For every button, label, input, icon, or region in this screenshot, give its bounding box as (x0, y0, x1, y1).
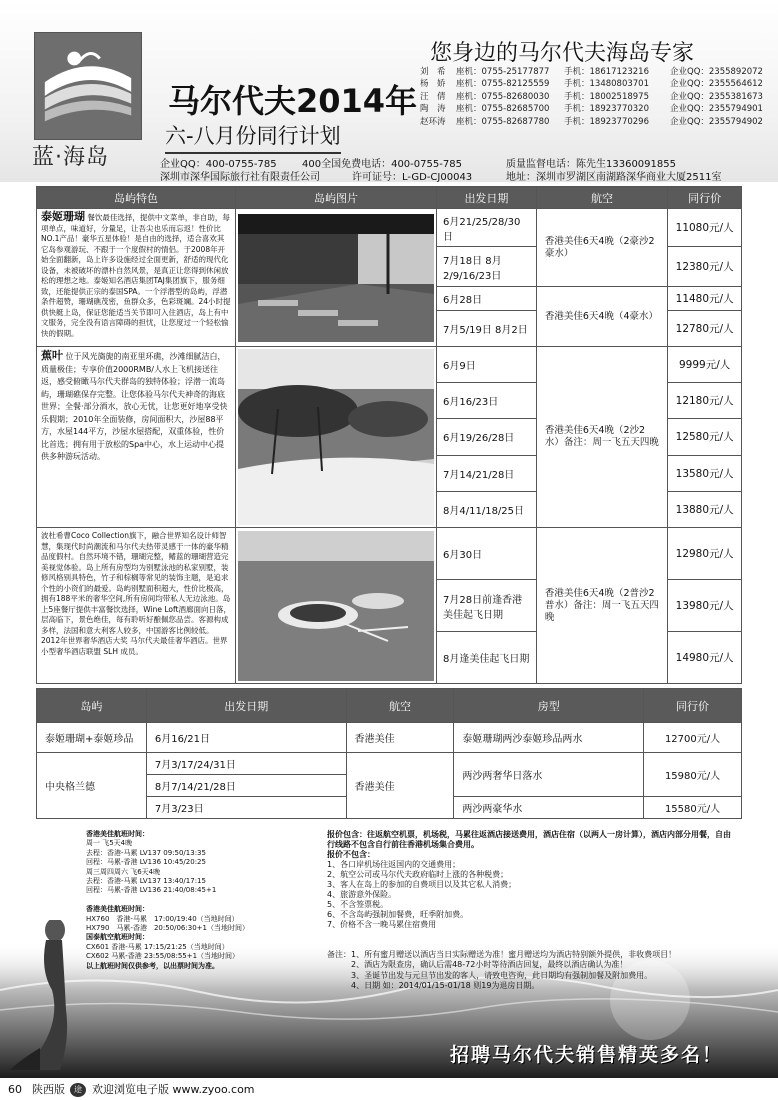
page-number: 60 (8, 1083, 22, 1096)
company-qq: 企业QQ：400-0755-785 (160, 159, 277, 170)
airline-route: 香港美佳6天4晚（4豪水） (536, 287, 667, 347)
price-cell: 15980元/人 (644, 753, 742, 797)
remark-item: 备注：1、所有蜜月赠送以酒店当日实际赠送为准！蜜月赠送均为酒店特别额外提供，非收费项目！ (327, 950, 677, 959)
col-header: 岛屿特色 (37, 187, 236, 209)
quality-supervisor: 质量监督电话：陈先生13360091855 (506, 159, 676, 170)
departure-date: 7月18日 8月2/9/16/23日 (437, 247, 537, 287)
airline-cell: 香港美佳 (346, 753, 454, 819)
island-desc-text: 餐饮最佳选择，提供中文菜单，非自助，每项单点，味道好，分量足，让吾尖也乐而忘返！性价比NO.1产品！豪华五星体验！是自由的选择，适合喜欢其它岛参观游玩、不跟于一个度假村的情侣。于2008年开始全面翻新，岛上许多设施经过全面更新，舒适的现代化设备，未被破坏的漂朴自然风景，是真正让您得到休闲放松的理想之地。泰姬知名酒店集团TAJ集团旗下，服务细致，还能提供正宗的泰国SPA。一个浮潜型的岛屿，浮潜条件超赞，珊瑚礁茂密，鱼群众多，色彩斑斓。24小时提供快艇上岛，保证您能适当关节即可入住酒店，岛上有中文服务，完全没有语言障碍的担忧，让您度过一个轻松愉快的假期。 (41, 213, 231, 338)
resort-restaurant-photo (238, 214, 434, 342)
price: 13880元/人 (668, 491, 742, 527)
price: 12380元/人 (668, 247, 742, 287)
col-header: 航空 (536, 187, 667, 209)
flight-line: 回程：马累-香港 LV136 10:45/20:25 (86, 858, 206, 867)
contact-mobile: 手机：13480803701 (564, 79, 649, 90)
flight-line: 周一 飞5天4晚 (86, 839, 133, 848)
company-hotline: 400全国免费电话：400-0755-785 (302, 159, 462, 170)
col-header: 同行价 (668, 187, 742, 209)
date-cell: 7月3/17/24/31日 (146, 753, 346, 775)
col-header: 同行价 (644, 689, 742, 723)
contact-name: 刘 希 (420, 67, 446, 77)
island-name: 泰姬珊瑚 (41, 210, 85, 223)
airline-route: 香港美佳6天4晚（2沙2水）备注：周一飞五天四晚 (536, 347, 667, 528)
remark-item: 3、圣诞节出发与元旦节出发的客人，请致电咨询，此日期均有强制加餐及附加费用。 (351, 970, 653, 980)
contact-row (420, 91, 763, 103)
exclude-item: 7、价格不含一晚马累住宿费用 (327, 920, 437, 929)
col-header: 出发日期 (437, 187, 537, 209)
flight-line: CX601 香港-马累 17:15/21:25（当地时间） (86, 942, 229, 951)
price: 14980元/人 (668, 632, 742, 684)
price: 12980元/人 (668, 528, 742, 580)
flight-line: 以上航班时间仅供参考，以出票时间为准。 (86, 961, 219, 970)
flight-line: 去程：香港-马累 LV137 13:40/17:15 (86, 877, 206, 886)
flight-line: 周三周四周六 飞6天4晚 (86, 867, 161, 876)
contact-name: 杨 娇 (420, 79, 446, 90)
price: 11080元/人 (668, 209, 742, 247)
brand-name: 蓝·海岛 (32, 145, 109, 170)
departure-date: 6月21/25/28/30日 (437, 209, 537, 247)
price-notes (327, 830, 737, 930)
edition: 陕西版 (32, 1083, 65, 1096)
flight-line (86, 896, 316, 905)
departure-date: 6月28日 (437, 287, 537, 311)
island-name: 蕉叶 (41, 349, 63, 362)
flight-line: HX760 香港-马累 17:00/19:40（当地时间） (86, 914, 239, 923)
contact-qq: 企业QQ：2355892072 (670, 67, 763, 77)
price: 13980元/人 (668, 580, 742, 632)
date-cell: 6月16/21日 (146, 723, 346, 753)
price-excludes-list (327, 860, 737, 930)
exclude-item: 1、各口岸机场往返国内的交通费用； (327, 860, 461, 869)
flight-line: HX790 马累-香港 20:50/06:30+1（当地时间） (86, 924, 249, 933)
contact-row (420, 66, 763, 78)
page-title: 马尔代夫2014年 (168, 82, 418, 120)
contact-mobile: 手机：18002518975 (564, 91, 649, 102)
beach-image-icon (238, 349, 434, 525)
island-description (37, 528, 236, 684)
footer-logo-icon: 途 (70, 1083, 86, 1097)
footer-welcome-link[interactable]: 欢迎浏览电子版 www.zyoo.com (92, 1083, 255, 1096)
page-subtitle: 六-八月份同行计划 (165, 120, 341, 154)
contact-tel: 座机：0755-82687780 (456, 116, 550, 127)
contact-mobile: 手机：18923770296 (564, 116, 649, 127)
company-name: 深圳市深华国际旅行社有限责任公司 (160, 172, 320, 183)
aerial-island-photo (238, 531, 434, 681)
contact-row (420, 78, 763, 90)
contact-qq: 企业QQ：2355564612 (670, 79, 763, 90)
flight-line: 香港美佳航班时间： (86, 905, 149, 914)
exclude-item: 3、客人在岛上的参加的自费项目以及其它私人消费； (327, 880, 517, 889)
table-row (37, 347, 742, 383)
beach-palm-photo (238, 349, 434, 525)
contact-name: 汪 倩 (420, 91, 446, 102)
logo (34, 32, 142, 140)
wave-logo-icon (35, 33, 141, 139)
table-row (37, 723, 742, 753)
island-desc-text: 波杜希曹Coco Collection旗下，融合世界知名设计师智慧，集现代时尚潮流和马尔代夫热带灵感于一体的豪华精品度假村。自然环境不错，珊瑚完整，鳍蓝的珊瑚营造完美视觉体验。岛上所有房型均为别墅泳池的私家别墅，装修风格别具特色，竹子和棕榈等常见的装饰主题，是追求个性的小资们的最爱。岛屿别墅面积超大，性价比极高，拥有188平米的奢华空间,所有房间均带私人无边泳池。岛上5座餐厅提供丰富餐饮选择，Wine Loft酒廊面向日落，层高临下，景色绝佳，每有聆听好酿佩您品尝。客源构成多样，法国和意大利客人较多，中国游客比例较低。2012年世界奢华酒店大奖 马尔代夫最佳奢华酒店。世界小型奢华酒店联盟 SLH 成员。 (41, 531, 231, 656)
room-cell: 两沙两豪华水 (454, 797, 644, 819)
price-includes: 报价包含：往返航空机票，机场税，马累往返酒店接送费用，酒店住宿（以两人一房计算），酒店内部分用餐，自由行线路不包含自行前往香港机场集合费用。 (327, 830, 731, 849)
contact-mobile: 手机：18923770320 (564, 104, 649, 115)
col-header: 房型 (454, 689, 644, 723)
contact-qq: 企业QQ：2355794902 (670, 116, 763, 127)
departure-date: 7月14/21/28日 (437, 455, 537, 491)
col-header: 岛屿图片 (236, 187, 437, 209)
island-description (37, 347, 236, 528)
price: 13580元/人 (668, 455, 742, 491)
airline-route: 香港美佳6天4晚（2豪沙2豪水） (536, 209, 667, 287)
flight-schedule (86, 830, 316, 971)
contact-tel: 座机：0755-82680030 (456, 91, 550, 102)
flight-line: 去程：香港-马累 LV137 09:50/13:35 (86, 848, 206, 857)
price: 12580元/人 (668, 419, 742, 455)
contact-list (420, 66, 763, 128)
island-photo (236, 209, 437, 347)
contact-tel: 座机：0755-82125559 (456, 79, 550, 90)
header (0, 0, 778, 182)
island-price-table (36, 186, 742, 684)
room-cell: 两沙两奢华日落水 (454, 753, 644, 797)
contact-name: 陶 涛 (420, 104, 446, 115)
date-cell: 7月3/23日 (146, 797, 346, 819)
slogan: 您身边的马尔代夫海岛专家 (430, 41, 695, 66)
airline-cell: 香港美佳 (346, 723, 454, 753)
table-row (37, 528, 742, 580)
recruitment-banner: 招聘马尔代夫销售精英多名！ (450, 1044, 724, 1066)
departure-date: 8月4/11/18/25日 (437, 491, 537, 527)
price: 12780元/人 (668, 311, 742, 347)
table-row (37, 209, 742, 247)
contact-mobile: 手机：18617123216 (564, 67, 649, 77)
exclude-item: 2、航空公司或马尔代夫政府临时上涨的各种税费； (327, 870, 509, 879)
island-photo (236, 528, 437, 684)
price: 9999元/人 (668, 347, 742, 383)
island-description (37, 209, 236, 347)
island-photo (236, 347, 437, 528)
price-excludes-title: 报价不包含： (327, 850, 375, 859)
combo-price-table (36, 688, 742, 819)
aerial-image-icon (238, 531, 434, 681)
company-address: 地址：深圳市罗湖区南湖路深华商业大厦2511室 (506, 172, 722, 183)
price-cell: 12700元/人 (644, 723, 742, 753)
flight-line: CX602 马累-香港 23:55/08:55+1（当地时间） (86, 952, 240, 961)
remark-item: 4、日期 如：2014/01/15-01/18 则19为退房日期。 (351, 981, 540, 991)
island-cell: 中央格兰德 (37, 753, 147, 819)
flight-line: 香港美佳航班时间： (86, 830, 149, 838)
restaurant-image-icon (238, 214, 434, 342)
departure-date: 8月逢美佳起飞日期 (437, 632, 537, 684)
col-header: 航空 (346, 689, 454, 723)
departure-date: 6月9日 (437, 347, 537, 383)
price-cell: 15580元/人 (644, 797, 742, 819)
remarks (327, 950, 737, 992)
col-header: 出发日期 (146, 689, 346, 723)
departure-date: 6月19/26/28日 (437, 419, 537, 455)
departure-date: 7月5/19日 8月2日 (437, 311, 537, 347)
exclude-item: 4、旅游意外保险。 (327, 890, 397, 899)
exclude-item: 5、不含签票税。 (327, 900, 389, 909)
price: 12180元/人 (668, 383, 742, 419)
flight-line: 国泰航空航班时间： (86, 933, 149, 942)
contact-tel: 座机：0755-82685700 (456, 104, 550, 115)
contact-tel: 座机：0755-25177877 (456, 67, 550, 77)
company-license: 许可证号：L-GD-CJ00043 (352, 172, 473, 183)
footer (0, 1080, 778, 1100)
table-row (37, 753, 742, 775)
table-header-row (37, 187, 742, 209)
island-cell: 泰姬珊瑚+泰姬珍品 (37, 723, 147, 753)
contact-qq: 企业QQ：2355794901 (670, 104, 763, 115)
island-desc-text: 位于风光旖旎的南亚里环礁，沙滩细腻洁白，质量极佳；专享价值2000RMB/人水上飞机接送往返，感受俯瞰马尔代夫群岛的独特体验；浮潜一流岛屿，珊瑚礁保存完整。让您体验马尔代夫神奇的海底世界；全餐·部分酒水，放心无忧，让您更好地享受快乐假期；2010年全面装修，房间面积大，沙屋88平方，水屋144平方，沙屋水屋搭配，双重体验，性价比首选；拥有用于放松的Spa中心，水上运动中心提供多种游玩活动。 (41, 352, 228, 461)
contact-qq: 企业QQ：2355381673 (670, 91, 763, 102)
departure-date: 6月16/23日 (437, 383, 537, 419)
remark-item: 2、酒店为限查房，确认后需48-72小时等待酒店回复，最终以酒店确认为准！ (351, 960, 628, 970)
departure-date: 7月28日前逢香港美佳起飞日期 (437, 580, 537, 632)
flight-line: 回程：马累-香港 LV136 21:40/08:45+1 (86, 886, 217, 895)
airline-route: 香港美佳6天4晚（2普沙2普水）备注：周一飞五天四晚 (536, 528, 667, 684)
date-cell: 8月7/14/21/28日 (146, 775, 346, 797)
price: 11480元/人 (668, 287, 742, 311)
departure-date: 6月30日 (437, 528, 537, 580)
room-cell: 泰姬珊瑚两沙泰姬珍品两水 (454, 723, 644, 753)
contact-name: 赵环涛 (420, 116, 446, 127)
exclude-item: 6、不含岛屿强制加餐费，旺季附加费。 (327, 910, 469, 919)
contact-row (420, 103, 763, 115)
contact-row (420, 116, 763, 128)
table-header-row (37, 689, 742, 723)
col-header: 岛屿 (37, 689, 147, 723)
